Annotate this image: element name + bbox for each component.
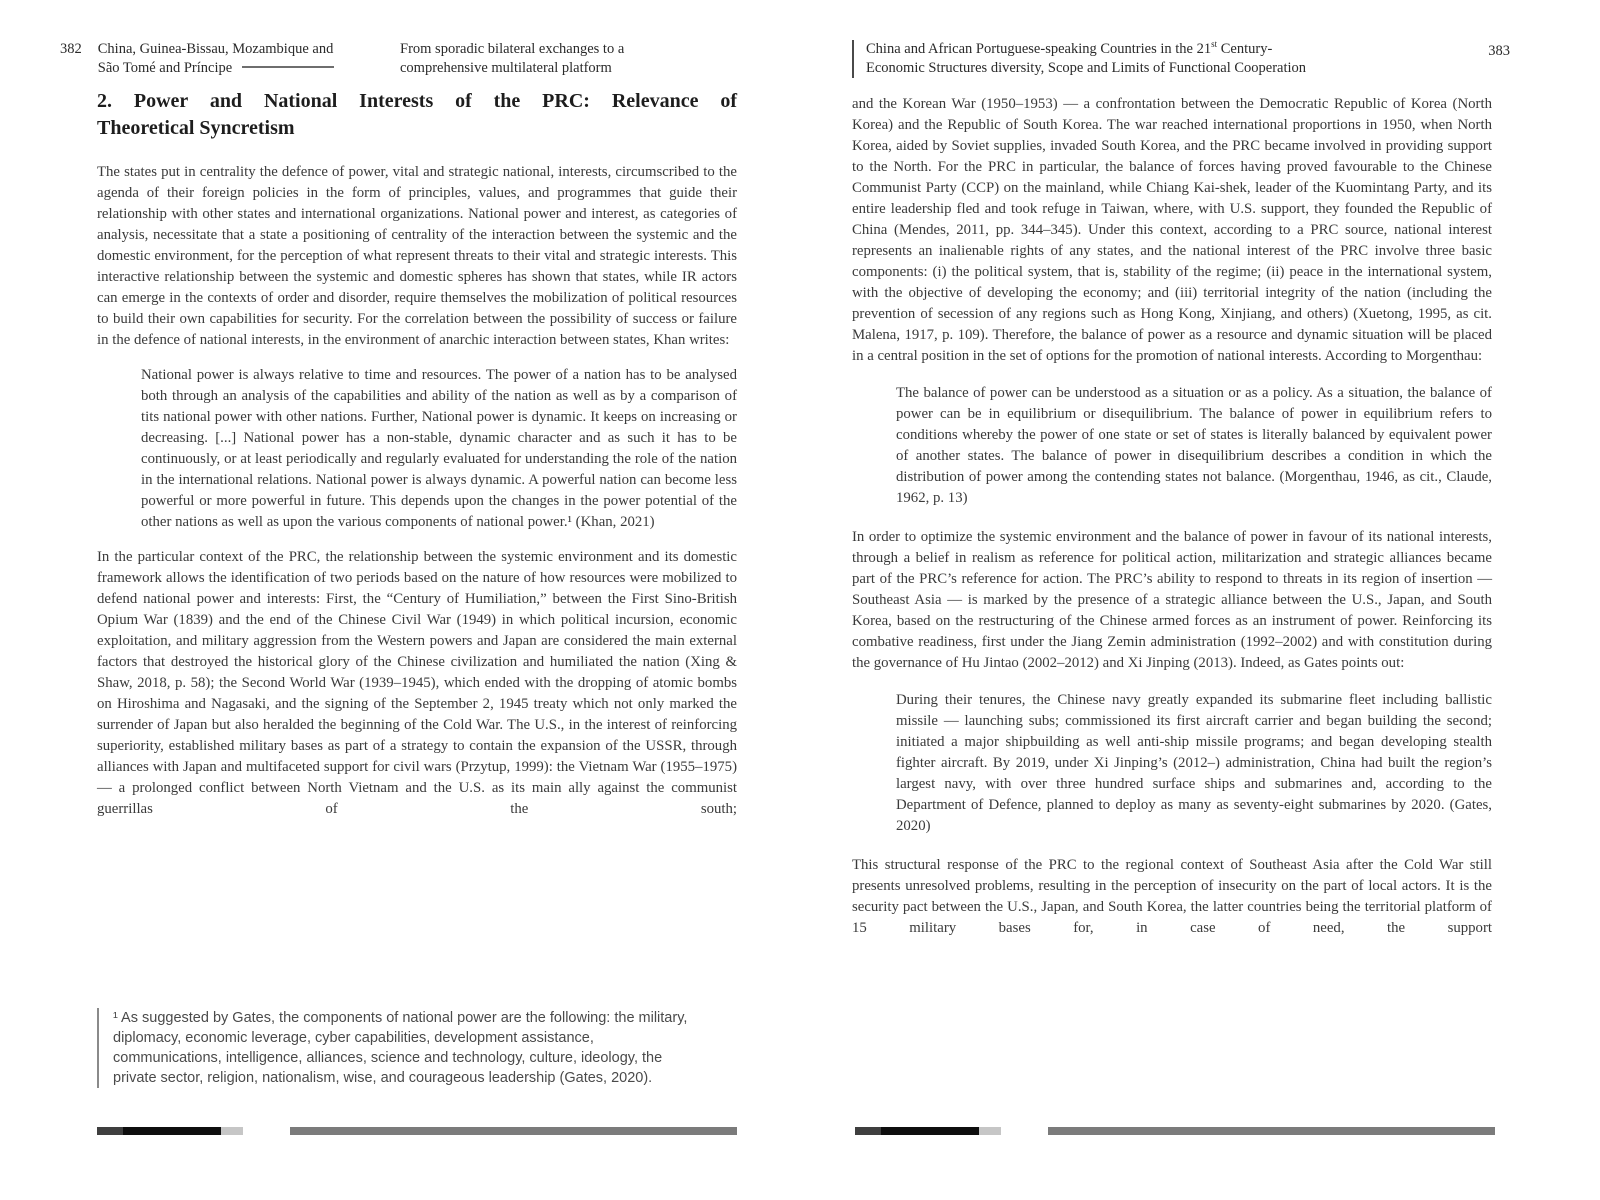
running-title-superscript: st bbox=[1211, 39, 1218, 50]
right-page-text-column bbox=[852, 94, 1492, 953]
footer-bar-segment-dark bbox=[855, 1127, 881, 1135]
left-footer-bar bbox=[97, 1127, 737, 1135]
right-running-header bbox=[852, 40, 1510, 78]
footer-bar-segment-light bbox=[979, 1127, 1001, 1135]
block-quote-khan: National power is always relative to time and resources. The power of a nation has to be analysed both through an analysis of the capabilities and ability of the nation as well as by a comparison of tits national power with other nations. Further, National power is dynamic. It keeps on increasing or decreasing. [...] National power has a non-stable, dynamic character and as such it has to be continuously, or at least periodically and regularly evaluated for understanding the role of the nation in the international relations. National power is always dynamic. A powerful nation can become less powerful or more powerful in future. This depends upon the changes in the power potential of the other nations as well as upon the various components of national power.¹ (Khan, 2021) bbox=[141, 367, 737, 530]
body-paragraph: This structural response of the PRC to the regional context of Southeast Asia after the Cold War still presents unresolved problems, resulting in the perception of insecurity on the part of local actors. It is the security pact between the U.S., Japan, and South Korea, the latter countries being the territorial platform of 15 military bases for, in case of need, the support bbox=[852, 857, 1492, 936]
footer-bar-segment-black bbox=[123, 1127, 221, 1135]
footer-bar-gap bbox=[243, 1127, 290, 1135]
body-paragraph: In the particular context of the PRC, the relationship between the systemic environment and its domestic framework allows the identification of two periods based on the nature of how resources were mobilized to defend national power and interests: First, the “Century of Humiliation,” between the First Sino-British Opium War (1839) and the end of the Chinese Civil War (1949) in which political incursion, economic exploitation, and military aggression from the Western powers and Japan are considered the main external factors that destroyed the historical glory of the Chinese civilization and humiliated the nation (Xing & Shaw, 2018, p. 58); the Second World War (1939–1945), which ended with the dropping of atomic bombs on Hiroshima and Nagasaki, and the signing of the September 2, 1945 treaty which not only marked the surrender of Japan but also heralded the beginning of the Cold War. The U.S., in the interest of reinforcing superiority, established military bases as part of a strategy to contain the expansion of the USSR, through alliances with Japan and multifaceted support for civil wars (Przytup, 1999): the Vietnam War (1955–1975) — a prolonged conflict between North Vietnam and the U.S. as its main ally against the communist guerrillas of the south; bbox=[97, 549, 737, 817]
right-page-number: 383 bbox=[1488, 43, 1510, 59]
block-quote-morgenthau: The balance of power can be understood as a situation or as a policy. As a situation, the balance of power can be in equilibrium or disequilibrium. The balance of power in equilibrium refers to conditions whereby the power of one state or set of states is literally balanced by equivalent power of another states. The balance of power in disequilibrium describes a condition in which the distribution of power among the contending states not balance. (Morgenthau, 1946, as cit., Claude, 1962, p. 13) bbox=[896, 385, 1492, 506]
left-running-title bbox=[98, 40, 378, 78]
footer-bar-segment-black bbox=[881, 1127, 979, 1135]
body-paragraph: and the Korean War (1950–1953) — a confrontation between the Democratic Republic of Korea (North Korea) and the Republic of South Korea. The war reached international proportions in 1950, when North Korea, aided by Soviet supplies, invaded South Korea, and the PRC became involved in providing support to the North. For the PRC in particular, the balance of forces having proved favourable to the Chinese Communist Party (CCP) on the mainland, while Chiang Kai-shek, leader of the Kuomintang Party, and its entire leadership fled and took refuge in Taiwan, where, with U.S. support, they founded the Republic of China (Mendes, 2011, pp. 344–345). Under this context, according to a PRC source, national interest represents an inalienable rights of any states, and the national interest of the PRC involve three basic components: (i) the political system, that is, stability of the regime; (ii) peace in the international system, with the objective of developing the economy; and (iii) territorial integrity of the nation (including the prevention of secession of any regions such as Hong Kong, Xinjiang, and others) (Xuetong, 1995, as cit. Malena, 1917, p. 109). Therefore, the balance of power as a resource and dynamic situation will be placed in a central position in the set of options for the promotion of national interests. According to Morgenthau: bbox=[852, 96, 1492, 364]
chapter-title-line1: From sporadic bilateral exchanges to a bbox=[400, 41, 625, 57]
running-title-line1-pre: China and African Portuguese-speaking Countries in the 21 bbox=[866, 41, 1212, 57]
left-running-header bbox=[60, 40, 760, 78]
running-title-line2: Economic Structures diversity, Scope and Limits of Functional Cooperation bbox=[866, 60, 1307, 76]
block-quote-gates: During their tenures, the Chinese navy greatly expanded its submarine fleet including ballistic missile — launching subs; commissioned its first aircraft carrier and began building the second; initiated a major shipbuilding as well anti-ship missile programs; and began developing stealth fighter aircraft. By 2019, under Xi Jinping’s (2012–) administration, China had built the region’s largest navy, with over three hundred surface ships and submarines and, according to the Department of Defence, planned to deploy as many as seventy-eight submarines by 2020. (Gates, 2020) bbox=[896, 692, 1492, 834]
chapter-title bbox=[400, 40, 700, 78]
footer-bar-segment-gray bbox=[1048, 1127, 1495, 1135]
body-paragraph: In order to optimize the systemic environment and the balance of power in favour of its national interests, through a belief in realism as reference for political action, militarization and strategic alliances became part of the PRC’s reference for action. The PRC’s ability to respond to threats in its region of insertion — Southeast Asia — is marked by the presence of a strategic alliance between the U.S., Japan, and South Korea, based on the restructuring of the Chinese armed forces as an instrument of power. Reinforcing its combative readiness, first under the Jiang Zemin administration (1992–2002) and with constitution during the governance of Hu Jintao (2002–2012) and Xi Jinping (2013). Indeed, as Gates points out: bbox=[852, 529, 1492, 671]
title-rule bbox=[242, 66, 334, 68]
running-title-line1-post: Century- bbox=[1217, 41, 1273, 57]
footer-bar-segment-light bbox=[221, 1127, 243, 1135]
left-page-number: 382 bbox=[60, 41, 82, 57]
running-title-line2: São Tomé and Príncipe bbox=[97, 60, 233, 76]
footer-bar-gap bbox=[1001, 1127, 1048, 1135]
section-heading-line2: Theoretical Syncretism bbox=[97, 117, 295, 139]
footer-bar-segment-dark bbox=[97, 1127, 123, 1135]
footnote: ¹ As suggested by Gates, the components of national power are the following: the military, diplomacy, economic leverage, cyber capabilities, development assistance, communications, intelligence, alliances, science and technology, culture, ideology, the private sector, religion, nationalism, wise, and courageous leadership (Gates, 2020). bbox=[97, 1008, 705, 1088]
chapter-title-line2: comprehensive multilateral platform bbox=[400, 60, 612, 76]
footer-bar-segment-gray bbox=[290, 1127, 737, 1135]
running-title-line1: China, Guinea-Bissau, Mozambique and bbox=[97, 41, 334, 57]
body-paragraph: The states put in centrality the defence of power, vital and strategic national, interests, circumscribed to the agenda of their foreign policies in the form of principles, values, and programmes that guide their relationship with other states and international organizations. National power and interest, as categories of analysis, necessitate that a state a positioning of centrality of the interaction between the systemic and the domestic environment, for the perception of what represent threats to their vital and strategic interests. This interactive relationship between the systemic and domestic spheres has shown that states, while IR actors can emerge in the contexts of order and disorder, require themselves the mobilization of political resources to build their own capabilities for security. For the correlation between the possibility of success or failure in the defence of national interests, in the environment of anarchic interaction between states, Khan writes: bbox=[97, 164, 737, 348]
left-page-text-column bbox=[97, 88, 737, 834]
right-running-title bbox=[852, 40, 1386, 78]
right-footer-bar bbox=[855, 1127, 1495, 1135]
section-heading bbox=[97, 88, 737, 142]
section-heading-line1: 2. Power and National Interests of the PRC: Relevance of bbox=[97, 90, 737, 112]
